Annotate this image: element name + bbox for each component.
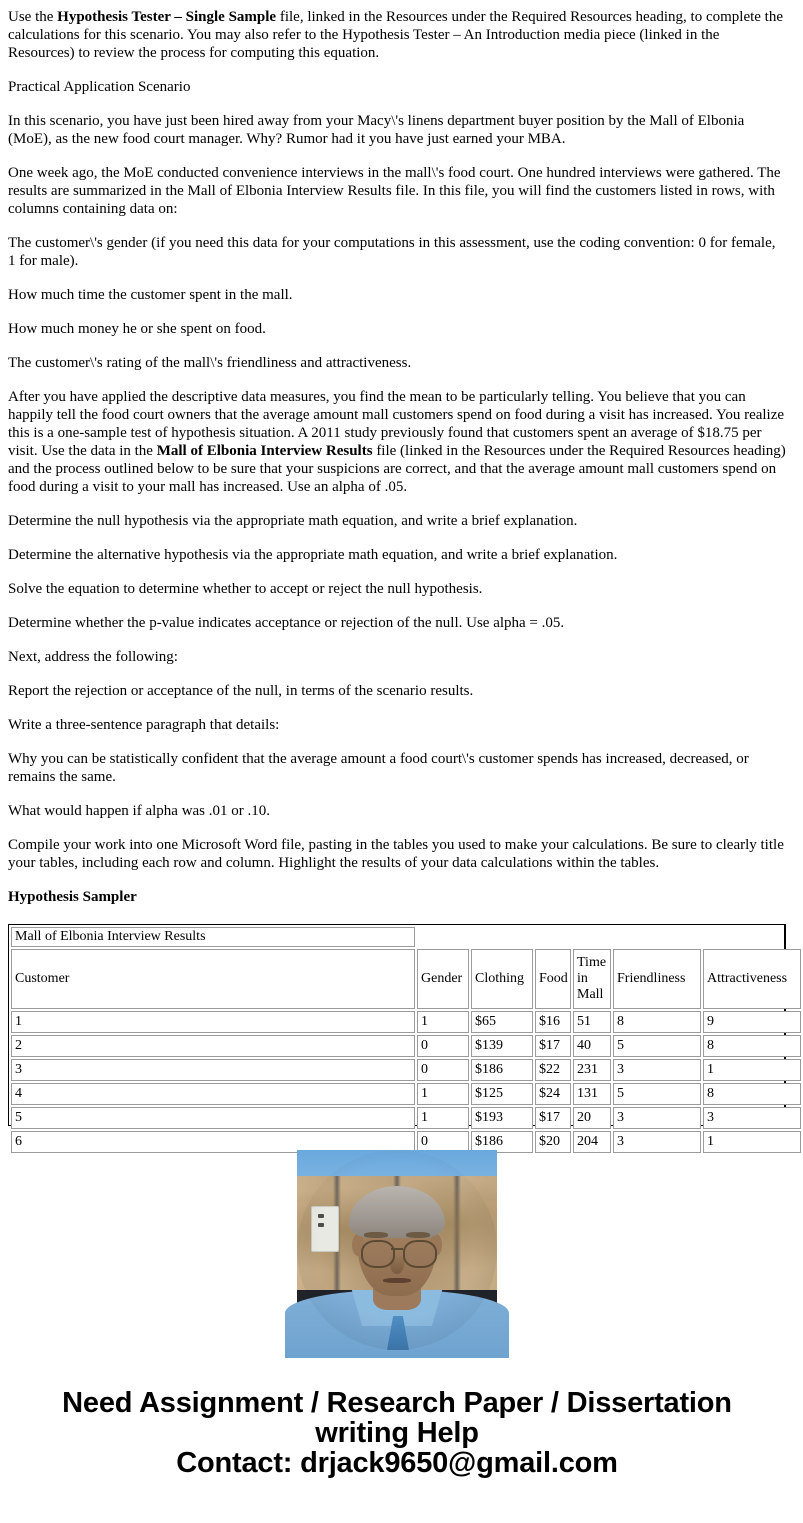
paragraph-text: Why you can be statistically confident that the average amount a food court\'s customer spends has increased, decreased, or remains the same.	[8, 751, 749, 785]
p-compile	[8, 836, 786, 872]
table-title-blank-5	[613, 927, 701, 947]
table-cell-attractiveness: 1	[703, 1131, 801, 1153]
paragraph-text: Solve the equation to determine whether to accept or reject the null hypothesis.	[8, 581, 483, 597]
table-cell-food: $24	[535, 1083, 571, 1105]
table-column-header-clothing: Clothing	[471, 949, 533, 1009]
table-cell-clothing: $193	[471, 1107, 533, 1129]
paragraph-text: file (linked in the Resources under the Required Resources heading) and the process outlined below to be sure that your suspicions are correct, and that the average amount mall customers spend on food during a visit to your mall has increased. Use an alpha of .05.	[8, 443, 786, 495]
table-title-row	[11, 927, 801, 947]
table-cell-time_in_mall: 131	[573, 1083, 611, 1105]
table-cell-food: $17	[535, 1035, 571, 1057]
table-cell-customer: 5	[11, 1107, 415, 1129]
table-cell-attractiveness: 9	[703, 1011, 801, 1033]
document-body	[8, 8, 786, 872]
paragraph-text: After you have applied the descriptive data measures, you find the mean to be particularly telling. You believe that you can happily tell the food court owners that the average amount mall customers spend on food during a visit has increased. You realize this is a one-sample test of hypothesis situation. A 2011 study previously found that customers spent an average of $18.75 per visit. Use the data in the	[8, 389, 785, 459]
table-row	[11, 1035, 801, 1057]
table-cell-gender: 1	[417, 1011, 469, 1033]
promo-footer	[8, 1388, 786, 1478]
paragraph-text: Determine the alternative hypothesis via the appropriate math equation, and write a brief explanation.	[8, 547, 618, 563]
table-column-header-customer: Customer	[11, 949, 415, 1009]
table-cell-attractiveness: 8	[703, 1083, 801, 1105]
table-row	[11, 1107, 801, 1129]
table-cell-time_in_mall: 231	[573, 1059, 611, 1081]
p-next	[8, 648, 786, 666]
paragraph-text: One week ago, the MoE conducted convenience interviews in the mall\'s food court. One hundred interviews were gathered. The results are summarized in the Mall of Elbonia Interview Results file. In this file, you will find the customers listed in rows, with columns containing data on:	[8, 165, 781, 217]
table-cell-time_in_mall: 20	[573, 1107, 611, 1129]
table-cell-gender: 0	[417, 1131, 469, 1153]
table-cell-customer: 1	[11, 1011, 415, 1033]
table-header-row	[11, 949, 801, 1009]
table-cell-clothing: $139	[471, 1035, 533, 1057]
table-cell-food: $22	[535, 1059, 571, 1081]
p-scenario-2	[8, 164, 786, 218]
p-bullet-gender	[8, 234, 786, 270]
paragraph-text: The customer\'s rating of the mall\'s friendliness and attractiveness.	[8, 355, 412, 371]
table-title-blank-4	[573, 927, 611, 947]
table-column-header-gender: Gender	[417, 949, 469, 1009]
table-cell-time_in_mall: 40	[573, 1035, 611, 1057]
table-column-header-food: Food	[535, 949, 571, 1009]
section-heading-hypothesis-sampler: Hypothesis Sampler	[8, 889, 137, 905]
avatar-eyebrow-right	[406, 1232, 430, 1238]
table-cell-clothing: $186	[471, 1131, 533, 1153]
table-cell-customer: 3	[11, 1059, 415, 1081]
table-cell-friendliness: 3	[613, 1107, 701, 1129]
p-bullet-rating	[8, 354, 786, 372]
table-cell-attractiveness: 3	[703, 1107, 801, 1129]
table-row	[11, 1059, 801, 1081]
avatar-mouth	[383, 1278, 411, 1283]
table-cell-friendliness: 3	[613, 1131, 701, 1153]
table-cell-food: $16	[535, 1011, 571, 1033]
p-step-null	[8, 512, 786, 530]
paragraph-text: In this scenario, you have just been hired away from your Macy\'s linens department buyer position by the Mall of Elbonia (MoE), as the new food court manager. Why? Rumor had it you have just earned your MBA.	[8, 113, 745, 147]
table-cell-clothing: $186	[471, 1059, 533, 1081]
table-cell-time_in_mall: 51	[573, 1011, 611, 1033]
avatar-container	[8, 1150, 786, 1350]
table-cell-gender: 1	[417, 1107, 469, 1129]
paragraph-text: Practical Application Scenario	[8, 79, 191, 95]
interview-results-table	[9, 925, 803, 1155]
promo-line-2: writing Help	[315, 1417, 479, 1449]
p-step-pvalue	[8, 614, 786, 632]
table-cell-friendliness: 3	[613, 1059, 701, 1081]
p-scenario-1	[8, 112, 786, 148]
paragraph-text: Determine whether the p-value indicates acceptance or rejection of the null. Use alpha = .05.	[8, 615, 565, 631]
table-row	[11, 1011, 801, 1033]
table-cell-gender: 0	[417, 1059, 469, 1081]
table-column-header-friendliness: Friendliness	[613, 949, 701, 1009]
table-title-cell: Mall of Elbonia Interview Results	[11, 927, 415, 947]
table-cell-time_in_mall: 204	[573, 1131, 611, 1153]
document-page	[0, 8, 794, 1478]
emphasis-text: Hypothesis Tester – Single Sample	[57, 9, 277, 25]
table-body	[11, 1011, 801, 1153]
p-write3	[8, 716, 786, 734]
emphasis-text: Mall of Elbonia Interview Results	[156, 443, 373, 459]
table-cell-gender: 1	[417, 1083, 469, 1105]
paragraph-text: file, linked in the Resources under the Required Resources heading, to complete the calculations for this scenario. You may also refer to the Hypothesis Tester – An Introduction media piece (linked in the Resources) to review the process for computing this equation.	[8, 9, 784, 61]
p-bullet-time	[8, 286, 786, 304]
p-alpha	[8, 802, 786, 820]
promo-line-1: Need Assignment / Research Paper / Dissertation	[62, 1387, 732, 1419]
promo-line-3: Contact: drjack9650@gmail.com	[176, 1447, 618, 1479]
p-report	[8, 682, 786, 700]
avatar	[297, 1150, 497, 1350]
table-column-header-attractiveness: Attractiveness	[703, 949, 801, 1009]
p-step-alt	[8, 546, 786, 564]
paragraph-text: Next, address the following:	[8, 649, 178, 665]
paragraph-text: Use the	[8, 9, 58, 25]
table-cell-attractiveness: 8	[703, 1035, 801, 1057]
p-scenario-heading	[8, 78, 786, 96]
avatar-nose	[390, 1254, 404, 1274]
paragraph-text: Report the rejection or acceptance of the null, in terms of the scenario results.	[8, 683, 474, 699]
table-cell-clothing: $65	[471, 1011, 533, 1033]
table-title-blank-2	[471, 927, 533, 947]
paragraph-text: The customer\'s gender (if you need this data for your computations in this assessment, use the coding convention: 0 for female, 1 for male).	[8, 235, 776, 269]
avatar-background-switch-plate	[311, 1206, 339, 1252]
table-cell-friendliness: 5	[613, 1035, 701, 1057]
table-cell-food: $20	[535, 1131, 571, 1153]
p-why	[8, 750, 786, 786]
table-column-header-time_in_mall: Time in Mall	[573, 949, 611, 1009]
table-cell-attractiveness: 1	[703, 1059, 801, 1081]
paragraph-text: How much time the customer spent in the mall.	[8, 287, 293, 303]
avatar-eyeglass-bridge	[391, 1248, 403, 1250]
p-bullet-money	[8, 320, 786, 338]
paragraph-text: Write a three-sentence paragraph that details:	[8, 717, 280, 733]
table-title-blank-6	[703, 927, 801, 947]
paragraph-text: Compile your work into one Microsoft Word file, pasting in the tables you used to make your calculations. Be sure to clearly title your tables, including each row and column. Highlight the results of your data calculations within the tables.	[8, 837, 784, 871]
paragraph-text: Determine the null hypothesis via the appropriate math equation, and write a brief explanation.	[8, 513, 578, 529]
table-title-blank-1	[417, 927, 469, 947]
avatar-eyebrow-left	[364, 1232, 388, 1238]
table-row	[11, 1083, 801, 1105]
p-after-descriptive	[8, 388, 786, 496]
paragraph-text: How much money he or she spent on food.	[8, 321, 266, 337]
p-step-solve	[8, 580, 786, 598]
table-cell-clothing: $125	[471, 1083, 533, 1105]
table-cell-customer: 2	[11, 1035, 415, 1057]
table-cell-friendliness: 8	[613, 1011, 701, 1033]
table-cell-gender: 0	[417, 1035, 469, 1057]
paragraph-text: What would happen if alpha was .01 or .10.	[8, 803, 271, 819]
p-intro	[8, 8, 786, 62]
table-title-blank-3	[535, 927, 571, 947]
table-cell-food: $17	[535, 1107, 571, 1129]
avatar-eyeglass-lens-right	[403, 1240, 437, 1268]
table-cell-friendliness: 5	[613, 1083, 701, 1105]
table-cell-customer: 6	[11, 1131, 415, 1153]
table-cell-customer: 4	[11, 1083, 415, 1105]
interview-results-table-container	[8, 924, 788, 1149]
